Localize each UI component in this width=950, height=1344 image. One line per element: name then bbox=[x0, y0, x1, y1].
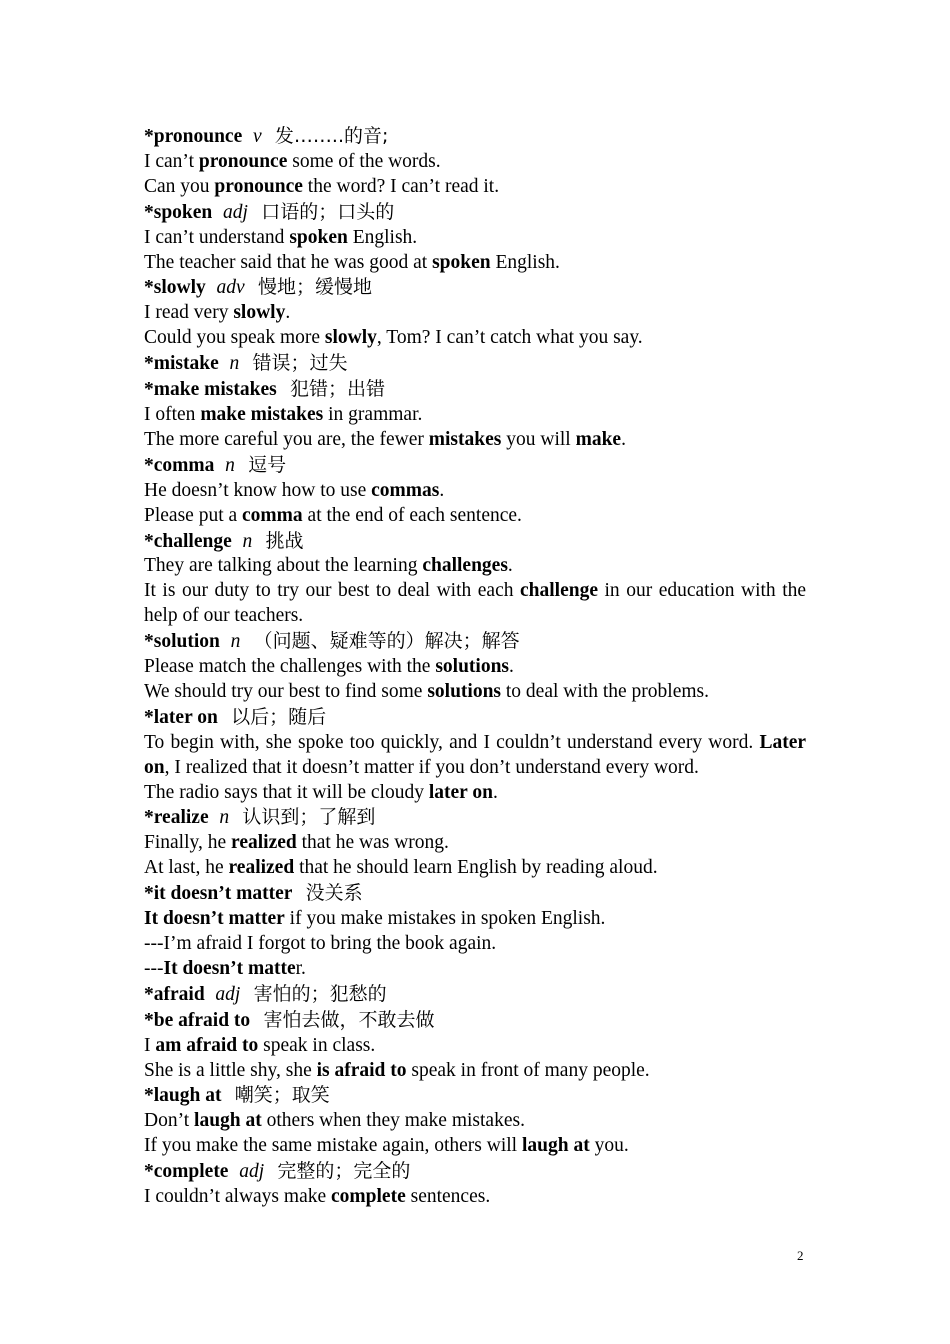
sentence-text: Please match the challenges with the bbox=[144, 656, 436, 678]
example-sentence bbox=[144, 428, 806, 453]
sentence-text: The radio says that it will be cloudy bbox=[144, 781, 429, 803]
highlighted-term: later on bbox=[428, 781, 493, 803]
sentence-text: I can’t understand bbox=[144, 226, 290, 248]
chinese-definition: 认识到；了解到 bbox=[242, 806, 376, 829]
sentence-text: The teacher said that he was good at bbox=[144, 251, 433, 273]
highlighted-term: pronounce bbox=[214, 175, 303, 197]
highlighted-term: solutions bbox=[435, 656, 510, 678]
sentence-text: They are talking about the learning bbox=[144, 555, 423, 577]
sentence-text: others when they make mistakes. bbox=[261, 1110, 525, 1132]
highlighted-term: realized bbox=[231, 832, 297, 854]
sentence-text: I bbox=[144, 1034, 156, 1056]
highlighted-term: am afraid to bbox=[155, 1034, 259, 1056]
sentence-text: . bbox=[439, 479, 445, 501]
highlighted-term: spoken bbox=[432, 251, 491, 273]
example-sentence bbox=[144, 403, 806, 428]
sentence-text: Could you speak more bbox=[144, 327, 325, 349]
headword: *comma bbox=[144, 454, 215, 476]
highlighted-term: Later on bbox=[144, 731, 806, 778]
highlighted-term: slowly bbox=[324, 327, 377, 349]
sentence-text: . bbox=[285, 302, 291, 324]
headword: *realize bbox=[144, 807, 209, 829]
highlighted-term: challenge bbox=[520, 580, 598, 602]
vocab-entry-heading bbox=[144, 1083, 806, 1109]
headword: *later on bbox=[144, 706, 218, 728]
chinese-definition: 发……..的音; bbox=[274, 125, 389, 147]
sentence-text: --- bbox=[144, 957, 164, 979]
sentence-text: speak in front of many people. bbox=[406, 1059, 650, 1081]
sentence-text: that he should learn English by reading aloud. bbox=[294, 857, 658, 879]
chinese-definition: 错误；过失 bbox=[252, 352, 348, 375]
sentence-text: At last, he bbox=[144, 857, 229, 879]
example-sentence bbox=[144, 150, 806, 175]
sentence-text: . bbox=[492, 781, 498, 803]
example-sentence bbox=[144, 856, 806, 881]
sentence-text: English. bbox=[490, 251, 560, 273]
vocab-entry-heading bbox=[144, 529, 806, 555]
headword: *mistake bbox=[144, 353, 219, 375]
highlighted-term: mistakes bbox=[428, 428, 502, 450]
example-sentence bbox=[144, 1185, 806, 1210]
sentence-text: some of the words. bbox=[287, 150, 441, 172]
vocab-entry-heading bbox=[144, 629, 806, 655]
example-sentence bbox=[144, 907, 806, 932]
part-of-speech: adv bbox=[216, 277, 245, 299]
chinese-definition: 没关系 bbox=[305, 882, 363, 905]
vocab-entry-heading bbox=[144, 275, 806, 301]
example-sentence bbox=[144, 655, 806, 680]
sentence-text: the word? I can’t read it. bbox=[302, 175, 500, 197]
headword: *challenge bbox=[144, 530, 232, 552]
document-body bbox=[144, 124, 806, 1210]
chinese-definition: 口语的；口头的 bbox=[261, 200, 395, 223]
highlighted-term: is afraid to bbox=[316, 1059, 407, 1081]
sentence-text: , I realized that it doesn’t matter if you don’t understand every word. bbox=[164, 756, 699, 778]
part-of-speech: n bbox=[219, 807, 230, 829]
vocab-entry-heading bbox=[144, 453, 806, 479]
sentence-text: at the end of each sentence. bbox=[302, 504, 522, 526]
sentence-text: Finally, he bbox=[144, 832, 232, 854]
example-sentence bbox=[144, 731, 806, 781]
vocab-entry-heading bbox=[144, 200, 806, 226]
sentence-text: . bbox=[507, 555, 513, 577]
sentence-text: I read very bbox=[144, 302, 234, 324]
highlighted-term: make mistakes bbox=[200, 403, 324, 425]
sentence-text: We should try our best to find some bbox=[144, 680, 428, 702]
example-sentence bbox=[144, 579, 806, 629]
headword: *it doesn’t matter bbox=[144, 883, 293, 905]
sentence-text: speak in class. bbox=[258, 1034, 376, 1056]
headword: *solution bbox=[144, 631, 220, 653]
chinese-definition: 犯错；出错 bbox=[290, 378, 386, 401]
sentence-text: in our education with the help of our teachers. bbox=[144, 580, 807, 627]
highlighted-term: It doesn’t matte bbox=[163, 957, 296, 979]
highlighted-term: comma bbox=[242, 504, 303, 526]
example-sentence bbox=[144, 957, 806, 982]
sentence-text: Don’t bbox=[144, 1110, 195, 1132]
vocab-entry-heading bbox=[144, 881, 806, 907]
chinese-definition: 慢地；缓慢地 bbox=[257, 276, 372, 299]
sentence-text: you will bbox=[501, 428, 576, 450]
sentence-text: . bbox=[509, 656, 514, 678]
example-sentence bbox=[144, 175, 806, 200]
sentence-text: sentences. bbox=[405, 1186, 491, 1208]
part-of-speech: n bbox=[242, 530, 253, 552]
part-of-speech: v bbox=[252, 126, 262, 147]
example-sentence bbox=[144, 680, 806, 705]
highlighted-term: challenges bbox=[422, 555, 508, 577]
chinese-definition: 完整的；完全的 bbox=[277, 1160, 411, 1183]
highlighted-term: realized bbox=[228, 857, 295, 879]
sentence-text: To begin with, she spoke too quickly, and I couldn’t understand every word. bbox=[144, 731, 760, 753]
vocab-entry-heading bbox=[144, 377, 806, 403]
sentence-text: that he was wrong. bbox=[296, 832, 449, 854]
part-of-speech: adj bbox=[223, 201, 248, 223]
example-sentence bbox=[144, 301, 806, 326]
example-sentence bbox=[144, 1109, 806, 1134]
sentence-text: to deal with the problems. bbox=[501, 680, 709, 702]
sentence-text: if you make mistakes in spoken English. bbox=[284, 908, 606, 930]
chinese-definition: （问题、疑难等的）解决；解答 bbox=[253, 630, 520, 653]
sentence-text: I often bbox=[144, 403, 201, 425]
sentence-text: He doesn’t know how to use bbox=[144, 479, 372, 501]
highlighted-term: solutions bbox=[427, 680, 502, 702]
example-sentence bbox=[144, 326, 806, 351]
example-sentence bbox=[144, 1059, 806, 1084]
chinese-definition: 害怕去做，不敢去做 bbox=[263, 1008, 435, 1031]
part-of-speech: adj bbox=[239, 1161, 265, 1183]
example-sentence bbox=[144, 504, 806, 529]
chinese-definition: 挑战 bbox=[265, 529, 304, 552]
sentence-text: , Tom? I can’t catch what you say. bbox=[376, 327, 643, 349]
vocab-entry-heading bbox=[144, 1159, 806, 1185]
headword: *make mistakes bbox=[144, 379, 277, 401]
vocab-entry-heading bbox=[144, 351, 806, 377]
part-of-speech: adj bbox=[215, 983, 241, 1005]
example-sentence bbox=[144, 781, 806, 806]
highlighted-term: spoken bbox=[289, 226, 348, 248]
sentence-text: The more careful you are, the fewer bbox=[144, 428, 429, 450]
highlighted-term: laugh at bbox=[194, 1110, 262, 1132]
sentence-text: . bbox=[621, 428, 626, 450]
sentence-text: r. bbox=[295, 957, 306, 979]
chinese-definition: 嘲笑；取笑 bbox=[234, 1084, 330, 1107]
headword: *afraid bbox=[144, 983, 205, 1005]
highlighted-term: It doesn’t matter bbox=[144, 908, 285, 930]
highlighted-term: pronounce bbox=[198, 150, 288, 172]
vocab-entry-heading bbox=[144, 982, 806, 1008]
sentence-text: in grammar. bbox=[323, 403, 423, 425]
headword: *complete bbox=[144, 1161, 229, 1183]
sentence-text: If you make the same mistake again, others will bbox=[144, 1135, 522, 1157]
sentence-text: I couldn’t always make bbox=[144, 1186, 332, 1208]
highlighted-term: commas bbox=[371, 479, 440, 501]
highlighted-term: make bbox=[575, 428, 622, 450]
headword: *be afraid to bbox=[144, 1009, 251, 1031]
example-sentence bbox=[144, 251, 806, 276]
chinese-definition: 害怕的；犯愁的 bbox=[253, 982, 387, 1005]
example-sentence bbox=[144, 1134, 806, 1159]
sentence-text: ---I’m afraid I forgot to bring the book again. bbox=[144, 933, 497, 954]
highlighted-term: complete bbox=[331, 1186, 406, 1208]
headword: *pronounce bbox=[144, 126, 243, 147]
example-sentence bbox=[144, 226, 806, 251]
vocab-entry-heading bbox=[144, 705, 806, 731]
example-sentence bbox=[144, 554, 806, 579]
example-sentence bbox=[144, 479, 806, 504]
sentence-text: you. bbox=[589, 1135, 629, 1157]
chinese-definition: 以后；随后 bbox=[231, 705, 327, 728]
part-of-speech: n bbox=[225, 454, 235, 476]
vocab-entry-heading bbox=[144, 1008, 806, 1034]
page-number: 2 bbox=[797, 1248, 804, 1263]
sentence-text: It is our duty to try our best to deal with each bbox=[144, 580, 520, 602]
chinese-definition: 逗号 bbox=[248, 453, 287, 476]
highlighted-term: laugh at bbox=[521, 1135, 590, 1157]
vocab-entry-heading bbox=[144, 805, 806, 831]
sentence-text: Can you bbox=[144, 175, 215, 197]
example-sentence bbox=[144, 1034, 806, 1059]
sentence-text: Please put a bbox=[144, 504, 243, 526]
sentence-text: She is a little shy, she bbox=[144, 1059, 317, 1081]
sentence-text: English. bbox=[347, 226, 418, 248]
example-sentence bbox=[144, 932, 806, 957]
headword: *slowly bbox=[144, 277, 206, 299]
headword: *spoken bbox=[144, 201, 213, 223]
part-of-speech: n bbox=[229, 353, 240, 375]
part-of-speech: n bbox=[230, 631, 241, 653]
headword: *laugh at bbox=[144, 1085, 222, 1107]
vocab-entry-heading bbox=[144, 124, 806, 150]
highlighted-term: slowly bbox=[233, 302, 286, 324]
example-sentence bbox=[144, 831, 806, 856]
sentence-text: I can’t bbox=[144, 150, 199, 172]
